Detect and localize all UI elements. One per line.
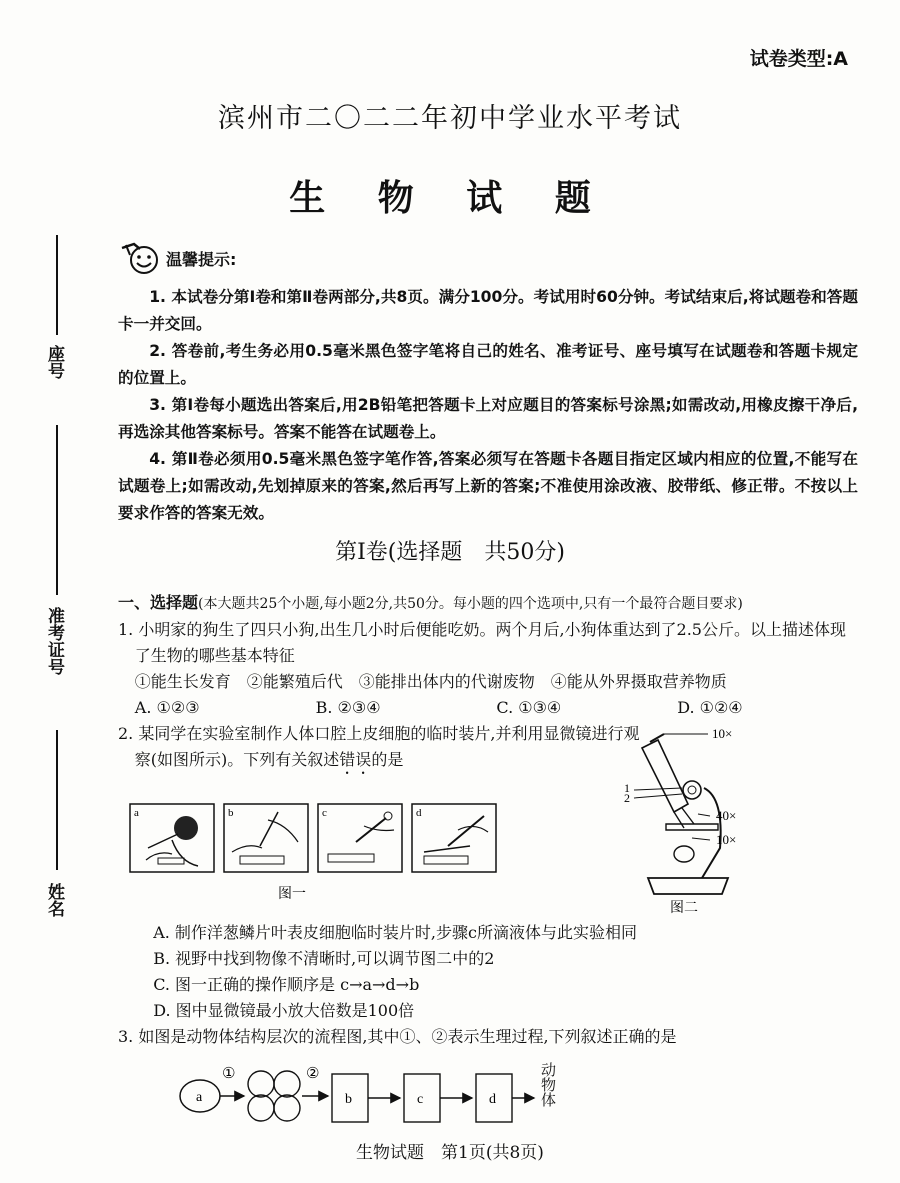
question-area [118,590,858,1120]
question-1-stem: 1. 小明家的狗生了四只小狗,出生几小时后便能吃奶。两个月后,小狗体重达到了2.5公斤。以上描述体现了生物的哪些基本特征 [118,620,846,665]
option-a[interactable]: A. ①②③ [134,698,200,717]
option-a[interactable]: A. 制作洋葱鳞片叶表皮细胞临时装片时,步骤c所滴液体与此实验相同 [153,923,637,942]
figure-1-caption: 图一 [278,886,306,902]
reminder-item: 4. 第Ⅱ卷必须用0.5毫米黑色签字笔作答,答案必须写在答题卡各题目指定区域内相应的位置,不能写在试题卷上;如需改动,先划掉原来的答案,然后再写上新的答案;不准使用涂改液、胶带纸、修正带。不按以上要求作答的答案无效。 [118,450,858,522]
seat-number-label: 座号 [44,345,64,379]
option-b[interactable]: B. 视野中找到物像不清晰时,可以调节图二中的2 [153,949,495,968]
reminder-item: 3. 第Ⅰ卷每小题选出答案后,用2B铅笔把答题卡上对应题目的答案标号涂黑;如需改动,用橡皮擦干净后,再选涂其他答案标号。答案不能答在试题卷上。 [118,396,858,441]
figure-2-caption: 图二 [670,900,698,916]
option-b[interactable]: B. ②③④ [315,698,381,717]
option-d[interactable]: D. 图中显微镜最小放大倍数是100倍 [153,1001,415,1020]
fig1-label-d: d [416,807,422,819]
eyepiece-label: 10× [712,728,733,741]
reminder-item: 1. 本试卷分第Ⅰ卷和第Ⅱ卷两部分,共8页。满分100分。考试用时60分钟。考试结束后,将试题卷和答题卡一并交回。 [118,288,858,333]
node-c-label: c [417,1092,424,1107]
exam-id-line [56,425,58,595]
option-c[interactable]: C. ①③④ [496,698,562,717]
subject-title: 生 物 试 题 [289,178,611,219]
node-d-label: d [489,1092,496,1107]
section-title: 第Ⅰ卷(选择题 共50分) [335,540,565,565]
exam-title: 滨州市二〇二二年初中学业水平考试 [218,103,682,134]
microscope-drawing [634,734,728,894]
fig1-panel-c [318,804,402,872]
option-c[interactable]: C. 图一正确的操作顺序是 c→a→d→b [153,975,420,994]
instruction-head: 一、选择题 [118,593,199,612]
question-3-stem: 3. 如图是动物体结构层次的流程图,其中①、②表示生理过程,下列叙述正确的是 [118,1027,677,1046]
name-label: 姓名 [44,883,64,917]
question-3-flowchart [118,1050,858,1120]
instruction-body: (本大题共25个小题,每小题2分,共50分。每小题的四个选项中,只有一个最符合题目要求) [198,596,743,612]
fig1-panel-a [130,804,214,872]
question-1-statements: ①能生长发育 ②能繁殖后代 ③能排出体内的代谢废物 ④能从外界摄取营养物质 [134,672,727,691]
emphasis-wrong: 错误 [339,750,372,769]
reminder-item: 2. 答卷前,考生务必用0.5毫米黑色签字笔将自己的姓名、准考证号、座号填写在试题卷和答题卡规定的位置上。 [118,342,858,387]
fig1-label-b: b [228,807,234,819]
node-b-label: b [345,1092,352,1107]
reminder-block [118,240,858,527]
fine-knob-label: 2 [624,791,630,805]
process-1-label: ① [222,1064,236,1082]
section-instruction [118,590,858,617]
coarse-knob-label: 1 [624,781,630,795]
seat-number-line [56,235,58,335]
reminder-header [118,240,858,276]
fig1-panel-b [224,804,308,872]
node-a-label: a [196,1090,203,1105]
question-2-options [118,920,858,1024]
exam-id-label: 准考证号 [44,607,64,675]
smiley-icon [118,240,162,276]
question-2-stem: 2. 某同学在实验室制作人体口腔上皮细胞的临时装片,并利用显微镜进行观察(如图所示)。下列有关叙述错误的是 [118,724,640,769]
fig1-panel-d [412,804,496,872]
low-objective-label: 10× [716,832,737,847]
name-line [56,730,58,870]
question-1-options [118,695,858,721]
option-d[interactable]: D. ①②④ [677,698,743,717]
page-footer: 生物试题 第1页(共8页) [356,1143,544,1163]
high-objective-label: 40× [716,808,737,823]
paper-type-label: 试卷类型:A [749,48,848,70]
side-fields [28,235,68,935]
animal-body-label: 动物体 [539,1062,557,1107]
figure-1 [128,802,508,902]
figure-2-microscope [612,728,772,918]
reminder-title: 温馨提示: [166,249,237,269]
fig1-label-c: c [322,807,327,819]
fig1-label-a: a [134,807,139,819]
cell-cluster [248,1071,300,1121]
process-2-label: ② [306,1064,320,1082]
